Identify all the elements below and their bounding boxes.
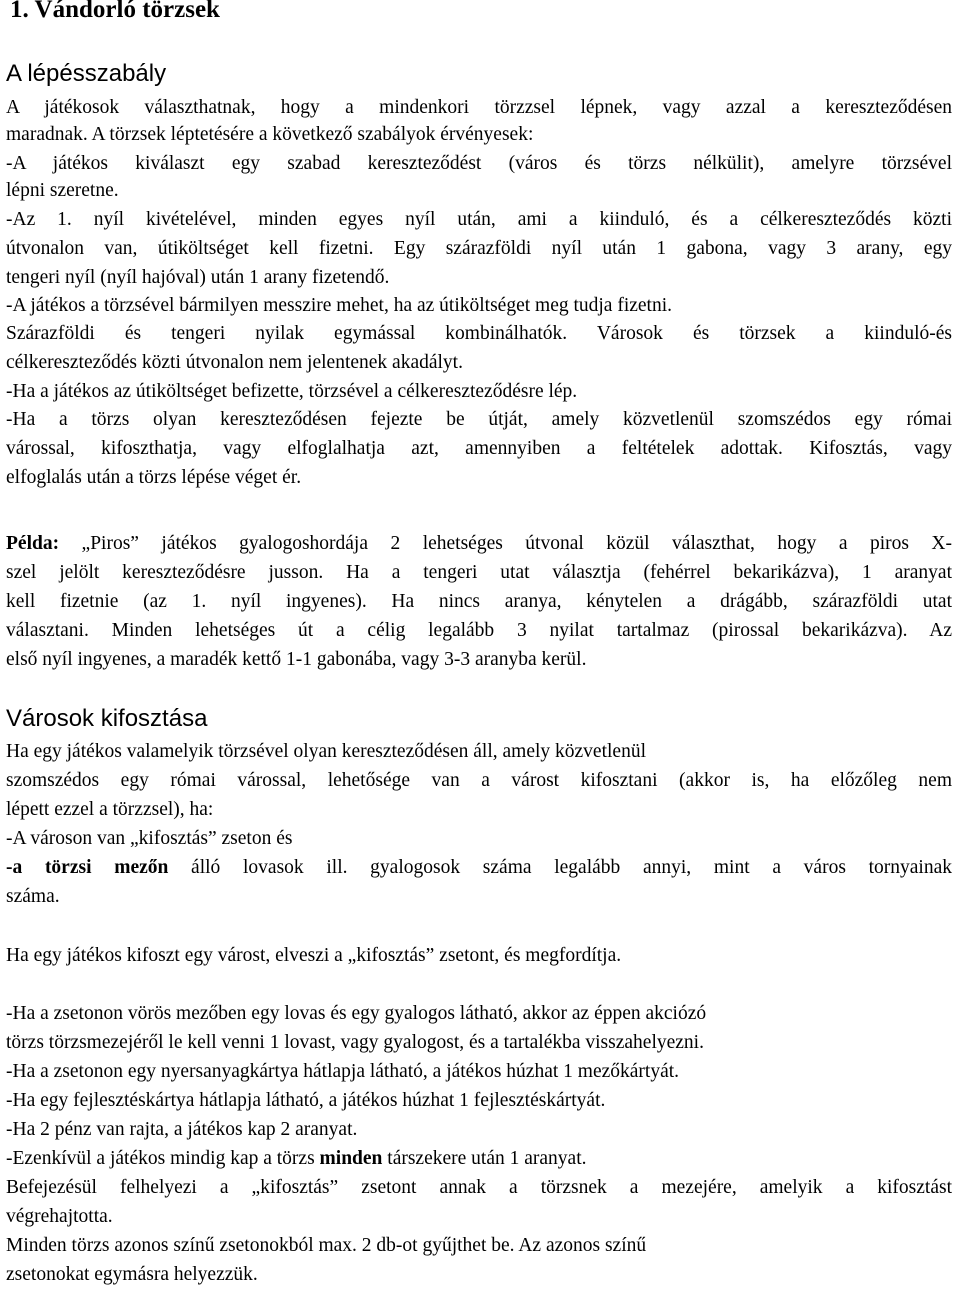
example-line: első nyíl ingyenes, a maradék kettő 1-1 gabonába, vagy 3-3 aranyba kerül. bbox=[6, 649, 587, 670]
closing-line: Befejezésül felhelyezi a „kifosztás” zsetont annak a törzsnek a mezejére, amelyik a kifosztást bbox=[6, 1177, 952, 1198]
paragraph-line: Szárazföldi és tengeri nyilak egymással kombinálhatók. Városok és törzsek a kiinduló-és bbox=[6, 323, 952, 344]
example-line: választani. Minden lehetséges út a célig legalább 3 nyilat tartalmaz (pirossal bekarikázva). Az bbox=[6, 620, 952, 641]
closing-line: Minden törzs azonos színű zsetonokból max. 2 db-ot gyűjthet be. Az azonos színű bbox=[6, 1235, 647, 1256]
extra-text: -Ezenkívül a játékos mindig kap a törzs bbox=[6, 1148, 320, 1169]
list-line: -Ha egy fejlesztéskártya hátlapja látható, a játékos húzhat 1 fejlesztéskártyát. bbox=[6, 1090, 606, 1111]
paragraph-line: -Ha a törzs olyan kereszteződésen fejezte be útját, amely közvetlenül szomszédos egy római bbox=[6, 409, 952, 430]
closing-line: zsetonokat egymásra helyezzük. bbox=[6, 1264, 258, 1285]
paragraph-line: szomszédos egy római várossal, lehetősége van a várost kifosztani (akkor is, ha előzőleg nem bbox=[6, 770, 952, 791]
example-text: „Piros” játékos gyalogoshordája 2 lehetséges útvonal közül választhat, hogy a piros X- bbox=[59, 533, 952, 554]
section-title-city-raid: Városok kifosztása bbox=[6, 705, 208, 732]
example-line: kell fizetnie (az 1. nyíl ingyenes). Ha nincs aranya, kénytelen a drágább, szárazföldi utat bbox=[6, 591, 952, 612]
example-label: Példa: bbox=[6, 533, 60, 554]
paragraph-line: Ha egy játékos kifoszt egy várost, elveszi a „kifosztás” zsetont, és megfordítja. bbox=[6, 945, 622, 966]
extra-text-rest: társzekere után 1 aranyat. bbox=[382, 1148, 587, 1169]
bold-phrase: -a törzsi mezőn bbox=[6, 857, 169, 878]
list-line: -Ha a zsetonon vörös mezőben egy lovas és egy gyalogos látható, akkor az éppen akciózó bbox=[6, 1003, 707, 1024]
paragraph-line: útvonalon van, útiköltséget kell fizetni. Egy szárazföldi nyíl után 1 gabona, vagy 3 arany, egy bbox=[6, 238, 952, 259]
paragraph-line: maradnak. A törzsek léptetésére a következő szabályok érvényesek: bbox=[6, 124, 534, 145]
paragraph-line: A játékosok választhatnak, hogy a mindenkori törzzsel lépnek, vagy azzal a kereszteződésen bbox=[6, 97, 952, 118]
paragraph-line: -A játékos a törzsével bármilyen messzire mehet, ha az útiköltséget meg tudja fizetni. bbox=[6, 295, 673, 316]
paragraph-line: -Ha a játékos az útiköltséget befizette, törzsével a célkereszteződésre lép. bbox=[6, 381, 578, 402]
paragraph-line: -A városon van „kifosztás” zseton és bbox=[6, 828, 293, 849]
list-line: -Ha a zsetonon egy nyersanyagkártya hátlapja látható, a játékos húzhat 1 mezőkártyát. bbox=[6, 1061, 680, 1082]
paragraph-line: elfoglalás után a törzs lépése véget ér. bbox=[6, 467, 302, 488]
paragraph-line: száma. bbox=[6, 886, 60, 907]
section-title-step-rule: A lépésszabály bbox=[6, 60, 167, 87]
example-line: szel jelölt kereszteződésre jusson. Ha a tengeri utat választja (fehérrel bekarikázva), 1 aranyat bbox=[6, 562, 952, 583]
extra-line bbox=[6, 1145, 587, 1172]
paragraph-line: -A játékos kiválaszt egy szabad kereszteződést (város és törzs nélkülit), amelyre törzsével bbox=[6, 153, 952, 174]
list-line: törzs törzsmezejéről le kell venni 1 lovast, vagy gyalogost, és a tartalékba visszahelyezni. bbox=[6, 1032, 704, 1053]
paragraph-line: tengeri nyíl (nyíl hajóval) után 1 arany fizetendő. bbox=[6, 267, 390, 288]
closing-line: végrehajtotta. bbox=[6, 1206, 113, 1227]
bold-word: minden bbox=[319, 1148, 383, 1169]
chapter-heading: 1. Vándorló törzsek bbox=[10, 0, 220, 23]
example-first-line bbox=[6, 530, 952, 557]
list-line: -Ha 2 pénz van rajta, a játékos kap 2 aranyat. bbox=[6, 1119, 358, 1140]
paragraph-line: -Az 1. nyíl kivételével, minden egyes nyíl után, ami a kiinduló, és a célkereszteződés közti bbox=[6, 209, 952, 230]
paragraph-line: lépett ezzel a törzzsel), ha: bbox=[6, 799, 214, 820]
paragraph-line: célkereszteződés közti útvonalon nem jelentenek akadályt. bbox=[6, 352, 463, 373]
condition-line bbox=[6, 854, 952, 881]
condition-text: álló lovasok ill. gyalogosok száma legalább annyi, mint a város tornyainak bbox=[168, 857, 952, 878]
paragraph-line: várossal, kifoszthatja, vagy elfoglalhatja azt, amennyiben a feltételek adottak. Kifosztás, vagy bbox=[6, 438, 952, 459]
paragraph-line: Ha egy játékos valamelyik törzsével olyan kereszteződésen áll, amely közvetlenül bbox=[6, 741, 646, 762]
paragraph-line: lépni szeretne. bbox=[6, 180, 119, 201]
